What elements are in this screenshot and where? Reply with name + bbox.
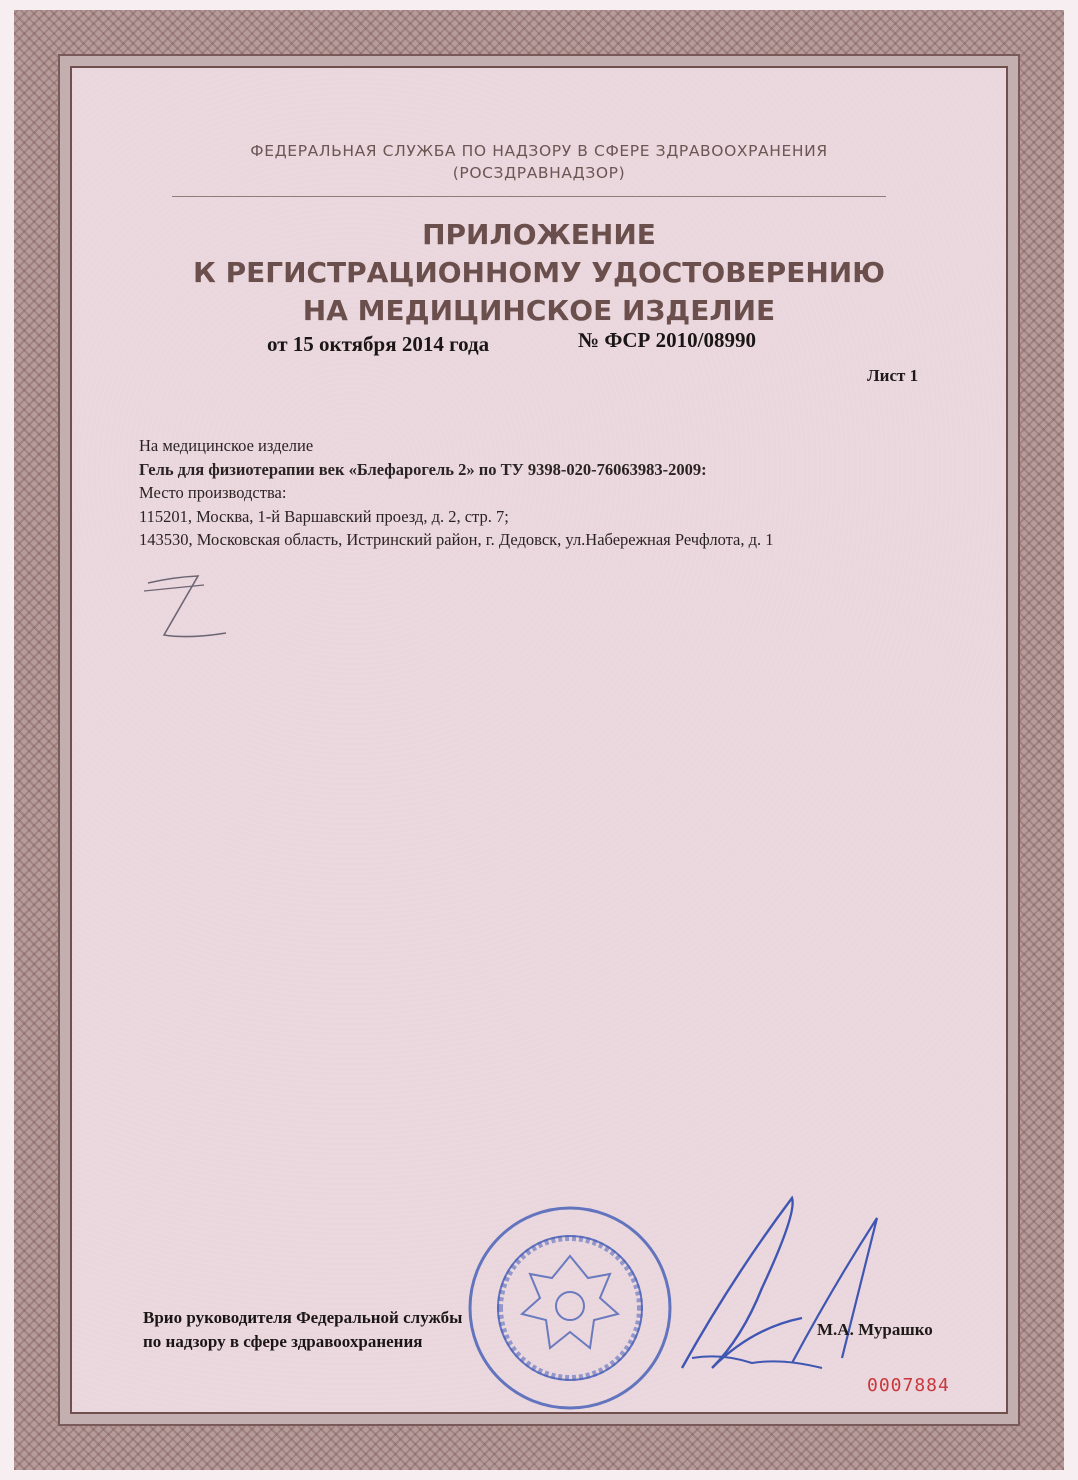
serial-number: 0007884 (867, 1375, 950, 1396)
body-intro: На медицинское изделие (139, 436, 314, 455)
signer-title-line-2: по надзору в сфере здравоохранения (143, 1332, 423, 1351)
title-line-2: К РЕГИСТРАЦИОННОМУ УДОСТОВЕРЕНИЮ (192, 256, 886, 289)
agency-header (72, 140, 1006, 184)
production-address-2: 143530, Московская область, Истринский район, г. Дедовск, ул.Набережная Речфлота, д. 1 (139, 530, 774, 549)
document-content (72, 68, 1006, 1412)
production-place-label: Место производства: (139, 483, 287, 502)
product-name: Гель для физиотерапии век «Блефарогель 2» по ТУ 9398-020-76063983-2009: (139, 459, 707, 479)
sheet-number: Лист 1 (867, 366, 919, 385)
signer-title-line-1: Врио руководителя Федеральной службы (143, 1308, 463, 1327)
production-address-1: 115201, Москва, 1-й Варшавский проезд, д. 2, стр. 7; (139, 506, 509, 526)
agency-name: ФЕДЕРАЛЬНАЯ СЛУЖБА ПО НАДЗОРУ В СФЕРЕ ЗДРАВООХРАНЕНИЯ (250, 142, 828, 160)
decorative-border (14, 10, 1064, 1470)
document-paper (70, 66, 1008, 1414)
handwritten-signature (592, 1158, 892, 1398)
registration-number: № ФСР 2010/08990 (578, 328, 756, 352)
handwritten-z-mark (134, 563, 244, 663)
border-inner-band (58, 54, 1020, 1426)
signer-name: М.А. Мурашко (817, 1320, 933, 1339)
header-divider (172, 196, 886, 197)
registration-date: от 15 октября 2014 года (267, 332, 490, 356)
title-line-1: ПРИЛОЖЕНИЕ (422, 218, 656, 251)
document-body (139, 434, 999, 552)
document-title (72, 216, 1006, 330)
signer-title (143, 1306, 462, 1354)
agency-abbreviation: (РОСЗДРАВНАДЗОР) (452, 164, 626, 182)
title-line-3: НА МЕДИЦИНСКОЕ ИЗДЕЛИЕ (302, 294, 776, 327)
